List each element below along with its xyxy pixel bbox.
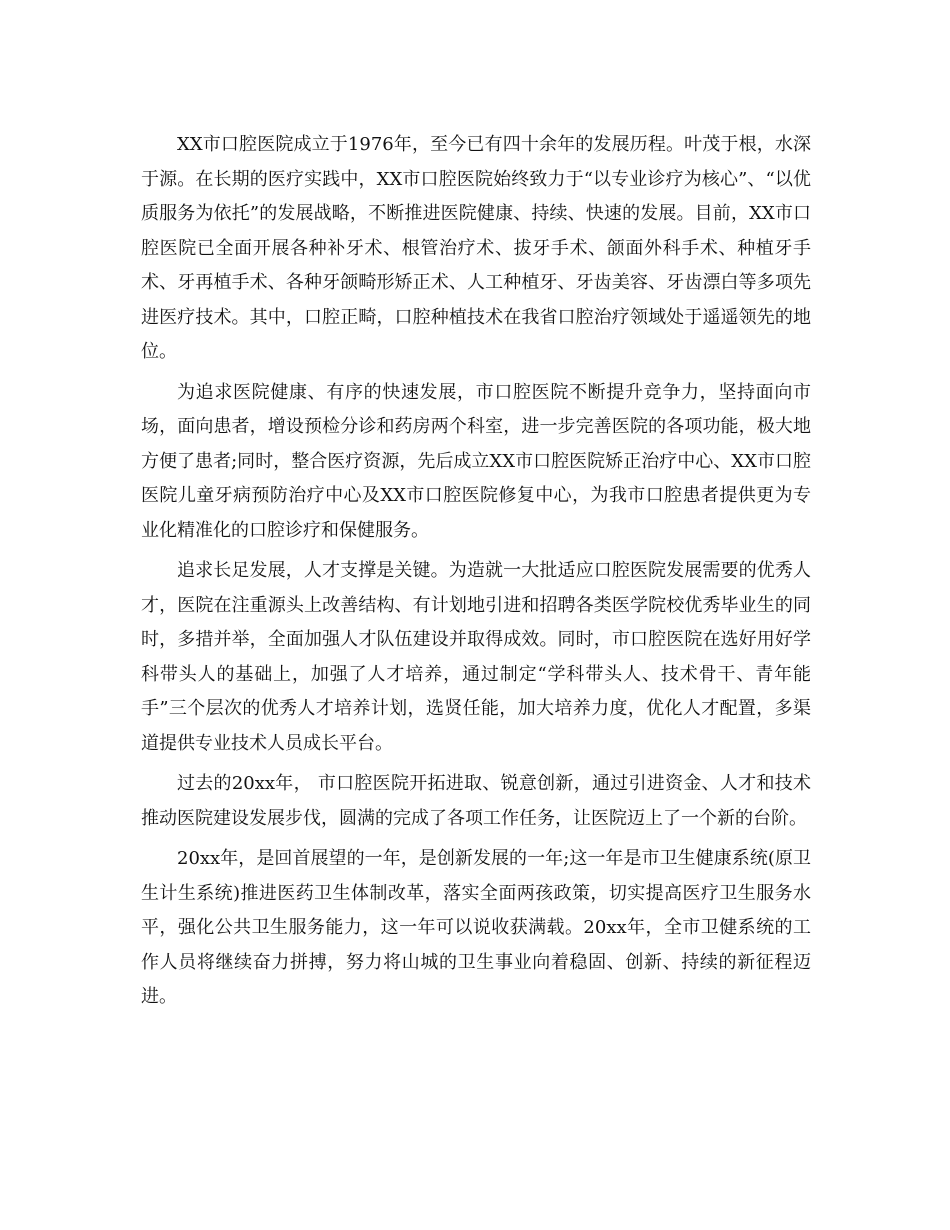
paragraph-development: 为追求医院健康、有序的快速发展，市口腔医院不断提升竞争力，坚持面向市场，面向患者，增设预检分诊和药房两个科室，进一步完善医院的各项功能，极大地方便了患者;同时，整合医疗资源，先后成立XX市口腔医院矫正治疗中心、XX市口腔医院儿童牙病预防治疗中心及XX市口腔医院修复中心，为我市口腔患者提供更为专业化精准化的口腔诊疗和保健服务。: [141, 381, 811, 541]
paragraph-past-year: 过去的20xx年， 市口腔医院开拓进取、锐意创新，通过引进资金、人才和技术推动医院建设发展步伐，圆满的完成了各项工作任务，让医院迈上了一个新的台阶。: [141, 773, 811, 829]
document-body: [141, 128, 811, 1021]
paragraph-talent: 追求长足发展，人才支撑是关键。为造就一大批适应口腔医院发展需要的优秀人才，医院在注重源头上改善结构、有计划地引进和招聘各类医学院校优秀毕业生的同时，多措并举，全面加强人才队伍建设并取得成效。同时，市口腔医院在选好用好学科带头人的基础上，加强了人才培养，通过制定“学科带头人、技术骨干、青年能手”三个层次的优秀人才培养计划，选贤任能，加大培养力度，优化人才配置，多渠道提供专业技术人员成长平台。: [141, 560, 811, 754]
paragraph-outlook: 20xx年，是回首展望的一年，是创新发展的一年;这一年是市卫生健康系统(原卫生计生系统)推进医药卫生体制改革，落实全面两孩政策，切实提高医疗卫生服务水平，强化公共卫生服务能力，这一年可以说收获满载。20xx年，全市卫健系统的工作人员将继续奋力拼搏，努力将山城的卫生事业向着稳固、创新、持续的新征程迈进。: [141, 848, 811, 1007]
paragraph-history: XX市口腔医院成立于1976年，至今已有四十余年的发展历程。叶茂于根，水深于源。在长期的医疗实践中，XX市口腔医院始终致力于“以专业诊疗为核心”、“以优质服务为依托”的发展战略，不断推进医院健康、持续、快速的发展。目前，XX市口腔医院已全面开展各种补牙术、根管治疗术、拔牙手术、颌面外科手术、种植牙手术、牙再植手术、各种牙颌畸形矫正术、人工种植牙、牙齿美容、牙齿漂白等多项先进医疗技术。其中，口腔正畸，口腔种植技术在我省口腔治疗领域处于遥遥领先的地位。: [141, 134, 811, 362]
